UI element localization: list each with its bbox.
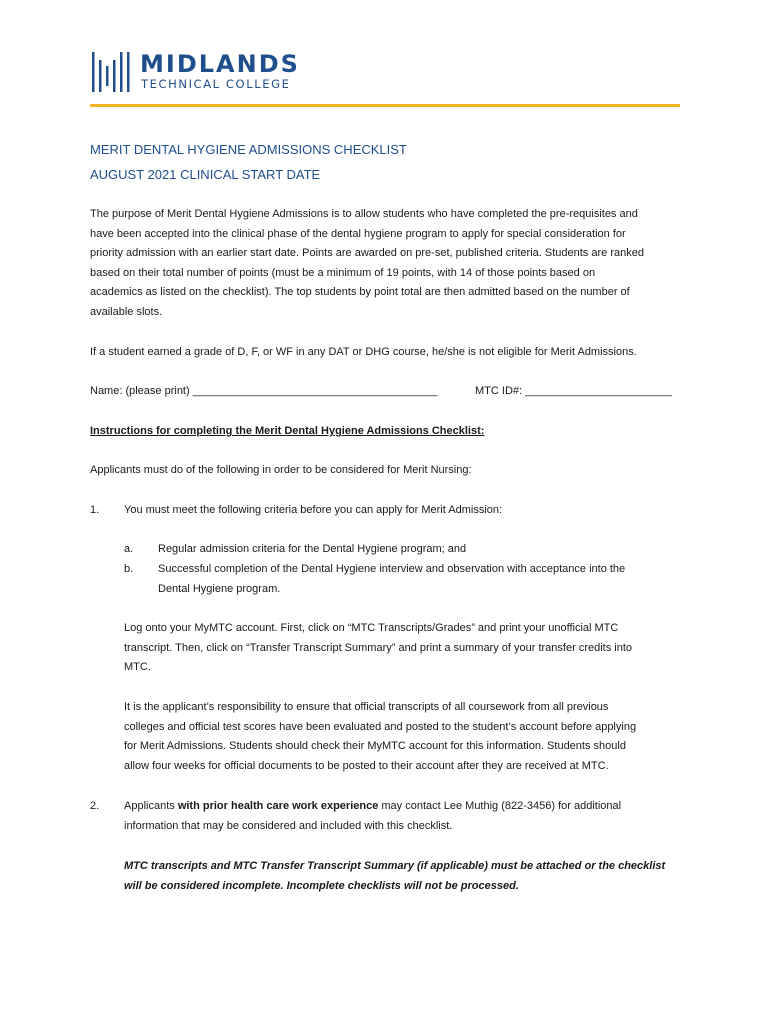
item-2-number: 2.: [90, 800, 100, 812]
logon-paragraph: [124, 619, 684, 678]
logon-line: MTC.: [124, 661, 151, 674]
attachment-note-line: will be considered incomplete. Incomplete checklists will not be processed.: [124, 879, 519, 892]
intro-line: The purpose of Merit Dental Hygiene Admissions is to allow students who have completed the pre-requisites and: [90, 208, 638, 220]
intro-line: have been accepted into the clinical phase of the dental hygiene program to apply for special consideration for: [90, 227, 626, 240]
applicants-line: Applicants must do of the following in order to be considered for Merit Nursing:: [90, 464, 472, 476]
responsibility-line: It is the applicant’s responsibility to ensure that official transcripts of all coursework from all previous: [124, 701, 609, 713]
item-2-pre: Applicants: [124, 800, 178, 812]
attachment-note: [124, 857, 684, 896]
logo-name: MIDLANDS: [140, 50, 300, 78]
name-field-label: [90, 382, 437, 402]
attachment-note-line: MTC transcripts and MTC Transfer Transcript Summary (if applicable) must be attached or the checklist: [124, 860, 666, 872]
logon-line: transcript. Then, click on “Transfer Transcript Summary” and print a summary of your transfer credits into: [124, 641, 633, 654]
item-2-line: information that may be considered and included with this checklist.: [124, 819, 453, 832]
intro-line: priority admission with an earlier start date. Points are awarded on pre-set, published criteria. Students are ranked: [90, 247, 644, 260]
intro-line: available slots.: [90, 305, 163, 318]
responsibility-line: for Merit Admissions. Students should check their MyMTC account for this information. Students should: [124, 740, 626, 753]
responsibility-line: allow four weeks for official documents to be posted to their account after they are received at MTC.: [124, 759, 609, 772]
intro-line: based on their total number of points (must be a minimum of 19 points, with 14 of those points based on: [90, 266, 596, 279]
item-1b-letter: b.: [124, 563, 134, 575]
id-label: MTC ID#:: [475, 385, 523, 397]
item-2-line: [124, 797, 684, 817]
id-field-label: [475, 382, 672, 402]
logo-bars-icon: [90, 50, 134, 94]
item-1a-letter: a.: [124, 543, 134, 555]
item-2-post: may contact Lee Muthig (822-3456) for additional: [378, 800, 622, 812]
item-2-text: [124, 797, 684, 836]
eligibility-note: If a student earned a grade of D, F, or WF in any DAT or DHG course, he/she is not eligible for Merit Admissions.: [90, 346, 637, 358]
item-1a-text: Regular admission criteria for the Dental Hygiene program; and: [158, 543, 467, 555]
logon-line: Log onto your MyMTC account. First, click on “MTC Transcripts/Grades” and print your unofficial MTC: [124, 622, 619, 634]
logo-subname: TECHNICAL COLLEGE: [141, 77, 291, 91]
name-blank[interactable]: ________________________________________: [192, 385, 438, 397]
intro-line: academics as listed on the checklist). The top students by point total are then admitted based on the number of: [90, 286, 630, 299]
name-label: Name: (please print): [90, 385, 190, 397]
responsibility-paragraph: [124, 698, 684, 776]
responsibility-line: colleges and official test scores have been evaluated and posted to the student’s account before applying: [124, 720, 637, 733]
intro-paragraph: [90, 205, 680, 323]
item-1-text: You must meet the following criteria before you can apply for Merit Admission:: [124, 504, 503, 516]
document-subtitle: AUGUST 2021 CLINICAL START DATE: [90, 167, 321, 182]
item-1b-text: [158, 560, 678, 599]
item-1-number: 1.: [90, 504, 100, 516]
item-2-bold: with prior health care work experience: [177, 800, 379, 812]
item-1b-line: Successful completion of the Dental Hygiene interview and observation with acceptance into the: [158, 563, 626, 575]
header-divider: [90, 104, 680, 107]
id-blank[interactable]: ________________________: [525, 385, 672, 397]
document-title: MERIT DENTAL HYGIENE ADMISSIONS CHECKLIST: [90, 142, 407, 157]
item-1b-line: Dental Hygiene program.: [158, 582, 281, 595]
instructions-heading: Instructions for completing the Merit Dental Hygiene Admissions Checklist:: [90, 425, 485, 437]
